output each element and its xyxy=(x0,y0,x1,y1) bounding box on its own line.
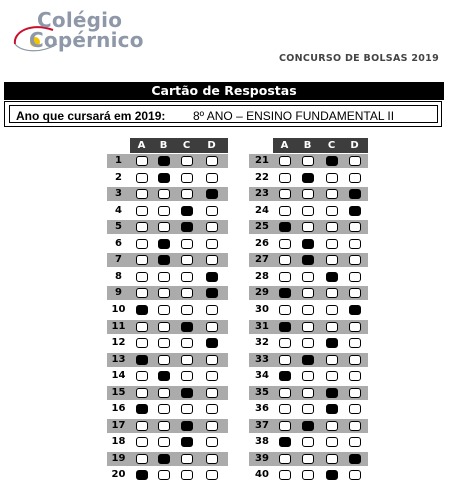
answer-bubble-c[interactable] xyxy=(326,371,338,381)
answer-bubble-c[interactable] xyxy=(326,388,338,398)
answer-bubble-c[interactable] xyxy=(181,454,193,464)
answer-bubble-a[interactable] xyxy=(136,255,148,265)
column-header xyxy=(130,138,228,153)
answer-bubble-a[interactable] xyxy=(279,388,291,398)
question-number: 8 xyxy=(115,270,122,282)
answer-bubble-c[interactable] xyxy=(326,156,338,166)
answer-bubble-c[interactable] xyxy=(326,470,338,480)
answer-row xyxy=(107,353,228,367)
answer-bubble-b[interactable] xyxy=(302,421,314,431)
answer-bubble-a[interactable] xyxy=(136,388,148,398)
answer-bubble-b[interactable] xyxy=(158,454,170,464)
question-number: 10 xyxy=(111,303,126,315)
question-number: 21 xyxy=(255,155,269,166)
answer-bubble-b[interactable] xyxy=(302,305,314,315)
answer-bubble-d[interactable] xyxy=(349,239,361,249)
answer-bubble-a[interactable] xyxy=(136,355,148,365)
question-number: 19 xyxy=(111,452,126,464)
answer-row xyxy=(107,435,228,449)
answer-bubble-b[interactable] xyxy=(302,288,314,298)
answer-row xyxy=(249,171,368,185)
question-number: 31 xyxy=(255,320,269,332)
question-number: 6 xyxy=(115,237,122,249)
question-number: 37 xyxy=(255,419,269,431)
answer-bubble-c[interactable] xyxy=(181,355,193,365)
answer-bubble-d[interactable] xyxy=(206,404,218,414)
answer-row xyxy=(249,419,368,433)
answer-bubble-d[interactable] xyxy=(206,305,218,315)
answer-bubble-d[interactable] xyxy=(206,322,218,332)
answer-bubble-b[interactable] xyxy=(158,288,170,298)
answer-bubble-a[interactable] xyxy=(136,421,148,431)
answer-bubble-d[interactable] xyxy=(349,371,361,381)
answer-bubble-b[interactable] xyxy=(158,371,170,381)
answer-bubble-a[interactable] xyxy=(136,239,148,249)
answer-bubble-d[interactable] xyxy=(349,272,361,282)
answer-bubble-c[interactable] xyxy=(181,338,193,348)
answer-bubble-a[interactable] xyxy=(136,404,148,414)
answer-bubble-a[interactable] xyxy=(136,470,148,480)
answer-bubble-b[interactable] xyxy=(302,470,314,480)
answer-bubble-a[interactable] xyxy=(136,222,148,232)
answer-bubble-c[interactable] xyxy=(181,272,193,282)
answer-bubble-a[interactable] xyxy=(279,322,291,332)
answer-row xyxy=(107,386,228,400)
answer-bubble-b[interactable] xyxy=(302,371,314,381)
answer-bubble-d[interactable] xyxy=(349,305,361,315)
answer-bubble-b[interactable] xyxy=(158,388,170,398)
answer-bubble-b[interactable] xyxy=(158,272,170,282)
question-number: 36 xyxy=(255,403,269,415)
answer-bubble-a[interactable] xyxy=(279,305,291,315)
answer-bubble-b[interactable] xyxy=(158,322,170,332)
answer-bubble-b[interactable] xyxy=(302,454,314,464)
answer-bubble-a[interactable] xyxy=(136,173,148,183)
answer-bubble-c[interactable] xyxy=(181,189,193,199)
answer-bubble-d[interactable] xyxy=(206,255,218,265)
answer-bubble-d[interactable] xyxy=(349,404,361,414)
answer-row xyxy=(249,220,368,234)
grade-label: Ano que cursará em 2019: xyxy=(16,109,166,123)
answer-bubble-a[interactable] xyxy=(279,272,291,282)
answer-bubble-a[interactable] xyxy=(279,173,291,183)
question-number: 15 xyxy=(111,386,126,398)
answer-bubble-d[interactable] xyxy=(349,255,361,265)
answer-bubble-a[interactable] xyxy=(279,255,291,265)
option-header-d: D xyxy=(207,140,216,151)
answer-bubble-c[interactable] xyxy=(326,189,338,199)
answer-bubble-a[interactable] xyxy=(279,470,291,480)
answer-row xyxy=(249,270,368,284)
answer-bubble-a[interactable] xyxy=(279,404,291,414)
answer-bubble-b[interactable] xyxy=(302,322,314,332)
answer-bubble-a[interactable] xyxy=(279,421,291,431)
answer-bubble-a[interactable] xyxy=(279,355,291,365)
answer-bubble-b[interactable] xyxy=(302,355,314,365)
answer-bubble-a[interactable] xyxy=(279,288,291,298)
answer-row xyxy=(107,220,228,234)
answer-bubble-d[interactable] xyxy=(206,355,218,365)
answer-bubble-c[interactable] xyxy=(181,206,193,216)
question-number: 11 xyxy=(111,320,126,332)
answer-row xyxy=(249,286,368,300)
answer-bubble-a[interactable] xyxy=(136,288,148,298)
answer-bubble-b[interactable] xyxy=(302,189,314,199)
answer-bubble-c[interactable] xyxy=(181,288,193,298)
answer-bubble-b[interactable] xyxy=(158,338,170,348)
answer-bubble-b[interactable] xyxy=(158,404,170,414)
answer-bubble-a[interactable] xyxy=(279,437,291,447)
answer-bubble-b[interactable] xyxy=(158,222,170,232)
answer-bubble-d[interactable] xyxy=(349,437,361,447)
logo-text-line2: Copérnico xyxy=(29,28,144,52)
answer-bubble-d[interactable] xyxy=(206,454,218,464)
answer-bubble-b[interactable] xyxy=(158,239,170,249)
question-number: 2 xyxy=(115,171,122,183)
answer-bubble-b[interactable] xyxy=(302,173,314,183)
answer-row xyxy=(107,270,228,284)
answer-row xyxy=(107,468,228,482)
answer-row xyxy=(107,154,228,168)
question-number: 20 xyxy=(111,469,126,481)
question-number: 3 xyxy=(115,188,122,200)
answer-bubble-b[interactable] xyxy=(158,206,170,216)
answer-row xyxy=(107,402,228,416)
answer-bubble-d[interactable] xyxy=(206,156,218,166)
answer-bubble-d[interactable] xyxy=(206,239,218,249)
answer-row xyxy=(107,253,228,267)
answer-bubble-d[interactable] xyxy=(349,206,361,216)
answer-row xyxy=(249,452,368,466)
answer-bubble-b[interactable] xyxy=(302,206,314,216)
answer-bubble-a[interactable] xyxy=(136,338,148,348)
answer-row xyxy=(107,237,228,251)
option-header-a: A xyxy=(137,140,146,151)
answer-bubble-d[interactable] xyxy=(349,288,361,298)
answer-bubble-d[interactable] xyxy=(206,272,218,282)
option-header-a: A xyxy=(280,140,289,151)
answer-bubble-d[interactable] xyxy=(349,454,361,464)
question-number: 32 xyxy=(255,337,269,349)
question-number: 38 xyxy=(255,436,269,448)
card-title: Cartão de Respostas xyxy=(4,82,444,100)
question-number: 22 xyxy=(255,171,269,183)
answer-row xyxy=(249,154,368,168)
answer-bubble-d[interactable] xyxy=(349,338,361,348)
answer-bubble-a[interactable] xyxy=(136,189,148,199)
answer-bubble-c[interactable] xyxy=(326,173,338,183)
answer-bubble-d[interactable] xyxy=(206,206,218,216)
option-header-b: B xyxy=(303,140,312,151)
answer-bubble-a[interactable] xyxy=(279,222,291,232)
answer-bubble-d[interactable] xyxy=(349,222,361,232)
answer-bubble-c[interactable] xyxy=(326,206,338,216)
answer-row xyxy=(249,468,368,482)
answer-bubble-b[interactable] xyxy=(158,421,170,431)
question-number: 27 xyxy=(255,254,269,266)
answer-bubble-c[interactable] xyxy=(181,322,193,332)
answer-row xyxy=(249,204,368,218)
question-number: 16 xyxy=(111,403,126,415)
answer-bubble-d[interactable] xyxy=(349,156,361,166)
answer-bubble-c[interactable] xyxy=(326,421,338,431)
question-number: 1 xyxy=(115,155,122,166)
answer-row xyxy=(107,452,228,466)
question-number: 33 xyxy=(255,353,269,365)
answer-row xyxy=(249,402,368,416)
answer-bubble-d[interactable] xyxy=(349,388,361,398)
question-number: 12 xyxy=(111,337,126,349)
answer-bubble-b[interactable] xyxy=(302,404,314,414)
question-number: 24 xyxy=(255,204,269,216)
answer-bubble-b[interactable] xyxy=(302,156,314,166)
answer-bubble-c[interactable] xyxy=(326,255,338,265)
grade-box xyxy=(4,101,442,127)
answer-bubble-b[interactable] xyxy=(302,338,314,348)
answer-bubble-c[interactable] xyxy=(181,173,193,183)
option-header-c: C xyxy=(182,140,191,151)
grade-value: 8º ANO – ENSINO FUNDAMENTAL II xyxy=(193,109,395,123)
column-header xyxy=(273,138,368,153)
answer-bubble-d[interactable] xyxy=(349,355,361,365)
question-number: 35 xyxy=(255,386,269,398)
answer-bubble-d[interactable] xyxy=(349,173,361,183)
answer-bubble-c[interactable] xyxy=(326,239,338,249)
question-number: 5 xyxy=(115,221,122,233)
answer-bubble-c[interactable] xyxy=(326,322,338,332)
answer-bubble-d[interactable] xyxy=(206,388,218,398)
answer-row xyxy=(107,369,228,383)
answer-bubble-a[interactable] xyxy=(279,156,291,166)
question-number: 29 xyxy=(255,287,269,299)
answer-bubble-a[interactable] xyxy=(279,239,291,249)
answer-bubble-a[interactable] xyxy=(136,454,148,464)
answer-bubble-b[interactable] xyxy=(158,437,170,447)
answer-bubble-c[interactable] xyxy=(326,338,338,348)
question-number: 4 xyxy=(115,204,122,216)
option-header-b: B xyxy=(159,140,168,151)
answer-bubble-c[interactable] xyxy=(181,371,193,381)
answer-bubble-b[interactable] xyxy=(158,355,170,365)
answer-bubble-d[interactable] xyxy=(206,189,218,199)
answer-bubble-d[interactable] xyxy=(349,421,361,431)
answer-bubble-b[interactable] xyxy=(302,239,314,249)
answer-bubble-b[interactable] xyxy=(158,156,170,166)
answer-bubble-c[interactable] xyxy=(326,288,338,298)
option-header-c: C xyxy=(327,140,336,151)
answer-bubble-c[interactable] xyxy=(181,404,193,414)
answer-row xyxy=(107,204,228,218)
answer-bubble-b[interactable] xyxy=(302,437,314,447)
question-number: 28 xyxy=(255,270,269,282)
question-number: 39 xyxy=(255,452,269,464)
answer-bubble-c[interactable] xyxy=(181,421,193,431)
answer-bubble-a[interactable] xyxy=(136,322,148,332)
answer-bubble-a[interactable] xyxy=(279,189,291,199)
answer-bubble-c[interactable] xyxy=(326,305,338,315)
answer-row xyxy=(249,187,368,201)
logo-text-line1: Colégio xyxy=(37,8,123,32)
answer-row xyxy=(107,320,228,334)
answer-bubble-a[interactable] xyxy=(136,156,148,166)
answer-row xyxy=(107,336,228,350)
answer-bubble-c[interactable] xyxy=(326,437,338,447)
answer-bubble-c[interactable] xyxy=(181,437,193,447)
answer-row xyxy=(249,320,368,334)
answer-bubble-c[interactable] xyxy=(326,355,338,365)
answer-bubble-c[interactable] xyxy=(326,222,338,232)
answer-bubble-c[interactable] xyxy=(181,255,193,265)
answer-bubble-a[interactable] xyxy=(279,338,291,348)
grade-inner-frame xyxy=(9,105,438,123)
answer-bubble-b[interactable] xyxy=(302,272,314,282)
answer-row xyxy=(107,303,228,317)
answer-bubble-a[interactable] xyxy=(279,206,291,216)
answer-row xyxy=(249,253,368,267)
answer-bubble-d[interactable] xyxy=(206,173,218,183)
answer-bubble-b[interactable] xyxy=(302,222,314,232)
answer-row xyxy=(249,237,368,251)
contest-title: CONCURSO DE BOLSAS 2019 xyxy=(279,53,439,64)
answer-row xyxy=(249,386,368,400)
answer-bubble-c[interactable] xyxy=(181,239,193,249)
answer-bubble-c[interactable] xyxy=(181,305,193,315)
option-header-d: D xyxy=(350,140,359,151)
answer-bubble-a[interactable] xyxy=(136,437,148,447)
answer-bubble-b[interactable] xyxy=(302,388,314,398)
question-number: 7 xyxy=(115,254,122,266)
answer-bubble-d[interactable] xyxy=(206,470,218,480)
answer-bubble-d[interactable] xyxy=(206,371,218,381)
answer-bubble-a[interactable] xyxy=(136,305,148,315)
answer-row xyxy=(107,187,228,201)
answer-bubble-c[interactable] xyxy=(326,404,338,414)
answer-bubble-d[interactable] xyxy=(349,189,361,199)
question-number: 25 xyxy=(255,221,269,233)
answer-row xyxy=(107,419,228,433)
answer-bubble-a[interactable] xyxy=(136,272,148,282)
answer-bubble-a[interactable] xyxy=(279,454,291,464)
answer-row xyxy=(107,286,228,300)
question-number: 34 xyxy=(255,370,269,382)
answer-bubble-c[interactable] xyxy=(326,272,338,282)
question-number: 9 xyxy=(115,287,122,299)
answer-row xyxy=(249,369,368,383)
question-number: 17 xyxy=(111,419,126,431)
answer-bubble-d[interactable] xyxy=(206,437,218,447)
answer-bubble-b[interactable] xyxy=(158,189,170,199)
answer-bubble-b[interactable] xyxy=(302,255,314,265)
question-number: 18 xyxy=(111,436,126,448)
answer-bubble-c[interactable] xyxy=(326,454,338,464)
answer-bubble-c[interactable] xyxy=(181,222,193,232)
answer-row xyxy=(249,336,368,350)
question-number: 30 xyxy=(255,303,269,315)
answer-bubble-a[interactable] xyxy=(279,371,291,381)
answer-row xyxy=(249,353,368,367)
answer-bubble-b[interactable] xyxy=(158,255,170,265)
answer-row xyxy=(249,303,368,317)
answer-bubble-c[interactable] xyxy=(181,156,193,166)
answer-row xyxy=(107,171,228,185)
answer-bubble-d[interactable] xyxy=(206,222,218,232)
answer-bubble-a[interactable] xyxy=(136,206,148,216)
answer-bubble-d[interactable] xyxy=(206,338,218,348)
answer-row xyxy=(249,435,368,449)
answer-bubble-b[interactable] xyxy=(158,470,170,480)
question-number: 40 xyxy=(255,469,269,481)
answer-bubble-a[interactable] xyxy=(136,371,148,381)
answer-bubble-b[interactable] xyxy=(158,305,170,315)
answer-bubble-d[interactable] xyxy=(349,322,361,332)
answer-bubble-c[interactable] xyxy=(181,470,193,480)
question-number: 13 xyxy=(111,353,126,365)
question-number: 14 xyxy=(111,370,126,382)
answer-bubble-d[interactable] xyxy=(349,470,361,480)
answer-bubble-d[interactable] xyxy=(206,288,218,298)
answer-bubble-c[interactable] xyxy=(181,388,193,398)
answer-bubble-b[interactable] xyxy=(158,173,170,183)
answer-bubble-d[interactable] xyxy=(206,421,218,431)
question-number: 23 xyxy=(255,188,269,200)
question-number: 26 xyxy=(255,237,269,249)
